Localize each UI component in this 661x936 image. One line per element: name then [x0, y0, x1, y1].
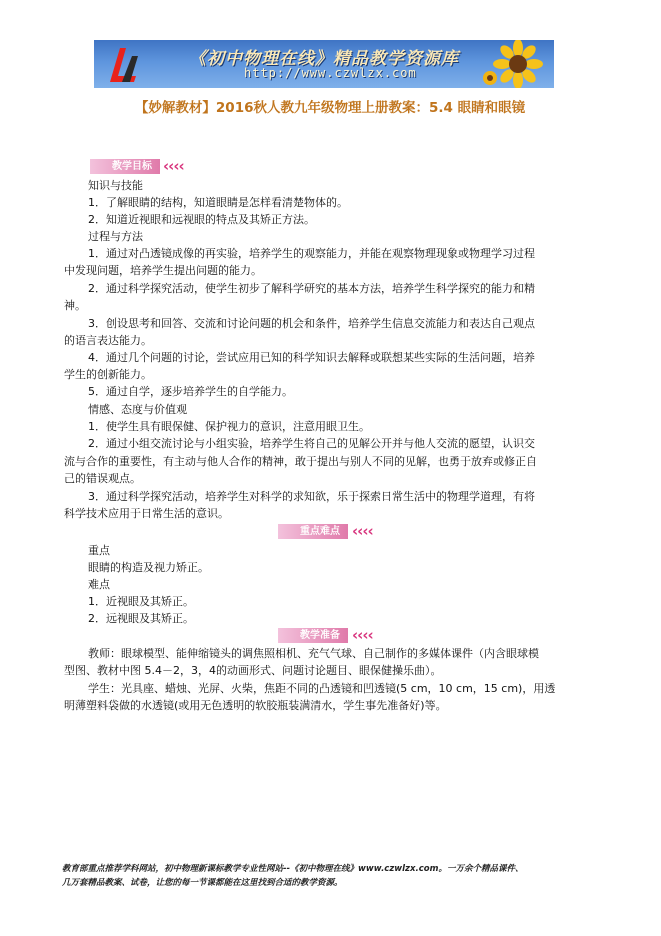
paragraph-line: 5．通过自学，逐步培养学生的自学能力。 [88, 385, 293, 398]
section-label-goals: 教学目标 [90, 159, 160, 174]
paragraph-line: 学生：光具座、蜡烛、光屏、火柴，焦距不同的凸透镜和凹透镜(5 cm，10 cm，15 cm)，用透 [88, 682, 556, 695]
paragraph-line: 的语言表达能力。 [64, 334, 152, 347]
section-arrows-icon: ‹‹‹‹ [352, 522, 373, 540]
paragraph-line: 情感、态度与价值观 [88, 403, 187, 416]
paragraph-line: 过程与方法 [88, 230, 143, 243]
footer-line: 几万套精品教案、试卷，让您的每一节课都能在这里找到合适的教学资源。 [62, 878, 343, 888]
paragraph-line: 神。 [64, 299, 86, 312]
banner-url[interactable]: http://www.czwlzx.com [244, 66, 417, 80]
paragraph-line: 1．近视眼及其矫正。 [88, 595, 194, 608]
paragraph-line: 1．通过对凸透镜成像的再实验，培养学生的观察能力，并能在观察物理现象或物理学习过程 [88, 247, 535, 260]
section-label-key-points: 重点难点 [278, 524, 348, 539]
paragraph-line: 3．通过科学探究活动，培养学生对科学的求知欲，乐于探索日常生活中的物理学道理，有将 [88, 490, 535, 503]
paragraph-line: 中发现问题，培养学生提出问题的能力。 [64, 264, 262, 277]
paragraph-line: 2．通过科学探究活动，使学生初步了解科学研究的基本方法，培养学生科学探究的能力和精 [88, 282, 535, 295]
paragraph-line: 3．创设思考和回答、交流和讨论问题的机会和条件，培养学生信息交流能力和表达自己观点 [88, 317, 535, 330]
section-label-preparation: 教学准备 [278, 628, 348, 643]
paragraph-line: 2．知道近视眼和远视眼的特点及其矫正方法。 [88, 213, 315, 226]
paragraph-line: 学生的创新能力。 [64, 368, 152, 381]
header-banner [94, 40, 554, 88]
section-arrows-icon: ‹‹‹‹ [163, 157, 184, 175]
paragraph-line: 己的错误观点。 [64, 472, 141, 485]
paragraph-line: 1．了解眼睛的结构，知道眼睛是怎样看清楚物体的。 [88, 196, 348, 209]
paragraph-line: 教师：眼球模型、能伸缩镜头的调焦照相机、充气气球、自己制作的多媒体课件（内含眼球模 [88, 647, 539, 660]
paragraph-line: 流与合作的重要性，有主动与他人合作的精神，敢于提出与别人不同的见解，也勇于放弃或修正自 [64, 455, 537, 468]
paragraph-line: 难点 [88, 578, 110, 591]
paragraph-line: 知识与技能 [88, 179, 143, 192]
paragraph-line: 1．使学生具有眼保健、保护视力的意识，注意用眼卫生。 [88, 420, 370, 433]
footer-line: 教育部重点推荐学科网站，初中物理新课标教学专业性网站--《初中物理在线》www.czwlzx.com。一万余个精品课件、 [62, 864, 524, 874]
paragraph-line: 明薄塑料袋做的水透镜(或用无色透明的软胶瓶装满清水，学生事先准备好)等。 [64, 699, 447, 712]
paragraph-line: 4．通过几个问题的讨论，尝试应用已知的科学知识去解释或联想某些实际的生活问题，培养 [88, 351, 535, 364]
paragraph-line: 科学技术应用于日常生活的意识。 [64, 507, 229, 520]
paragraph-line: 重点 [88, 544, 110, 557]
site-logo-icon [102, 42, 142, 86]
section-arrows-icon: ‹‹‹‹ [352, 626, 373, 644]
banner-title: 《初中物理在线》精品教学资源库 [189, 49, 459, 69]
paragraph-line: 型图、教材中图 5.4－2，3，4的动画形式、问题讨论题目、眼保健操乐曲）。 [64, 664, 442, 677]
paragraph-line: 眼睛的构造及视力矫正。 [88, 561, 209, 574]
paragraph-line: 2．通过小组交流讨论与小组实验，培养学生将自己的见解公开并与他人交流的愿望，认识交 [88, 437, 535, 450]
sunflower-icon [480, 40, 550, 88]
paragraph-line: 2．远视眼及其矫正。 [88, 612, 194, 625]
document-title: 【妙解教材】2016秋人教九年级物理上册教案：5.4 眼睛和眼镜 [134, 100, 526, 116]
